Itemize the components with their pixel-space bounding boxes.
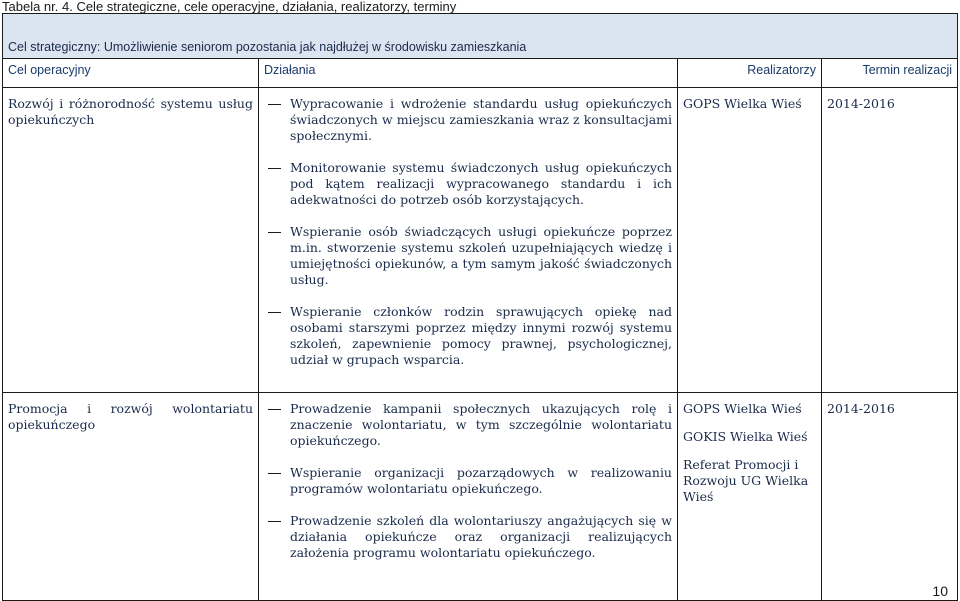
table-row <box>3 88 958 393</box>
header-row <box>3 59 958 88</box>
dash-bullet-icon <box>268 232 281 233</box>
deadline-cell: 2014-2016 <box>822 88 958 393</box>
implementer: GOPS Wielka Wieś <box>683 96 802 111</box>
table-caption: Tabela nr. 4. Cele strategiczne, cele operacyjne, działania, realizatorzy, terminy <box>2 0 457 14</box>
strategic-goal-title-row <box>3 36 958 59</box>
implementer: Referat Promocji i Rozwoju UG Wielka Wieś <box>683 457 809 504</box>
strategic-goal: Cel strategiczny: Umożliwienie seniorom pozostania jak najdłużej w środowisku zamieszkania <box>3 36 958 59</box>
header-implementers: Realizatorzy <box>678 59 822 88</box>
dash-bullet-icon <box>268 168 281 169</box>
action-item: Wypracowanie i wdrożenie standardu usług opiekuńczych świadczonych w miejscu zamieszkania wraz z konsultacjami społecznymi. <box>264 96 672 144</box>
action-item: Wspieranie członków rodzin sprawujących opiekę nad osobami starszymi poprzez między innymi rozwój systemu szkoleń, zapewnienie pomocy prawnej, psychologicznej, udział w grupach wsparcia. <box>264 304 672 368</box>
implementer: GOPS Wielka Wieś <box>683 401 802 416</box>
deadline-cell: 2014-2016 <box>822 393 958 601</box>
implementers-cell <box>678 393 822 601</box>
dash-bullet-icon <box>268 104 281 105</box>
table-row <box>3 393 958 601</box>
header-deadline: Termin realizacji <box>822 59 958 88</box>
dash-bullet-icon <box>268 521 281 522</box>
implementer: GOKIS Wielka Wieś <box>683 429 808 444</box>
goals-table <box>2 13 958 601</box>
page-number: 10 <box>932 583 948 599</box>
actions-cell <box>259 88 678 393</box>
action-item: Wspieranie osób świadczących usługi opiekuńcze poprzez m.in. stworzenie systemu szkoleń uzupełniających wiedzę i umiejętności opiekunów, a tym samym jakość świadczonych usług. <box>264 224 672 288</box>
dash-bullet-icon <box>268 409 281 410</box>
dash-bullet-icon <box>268 473 281 474</box>
header-actions: Działania <box>259 59 678 88</box>
actions-cell <box>259 393 678 601</box>
strategic-goal-row <box>3 14 958 37</box>
action-item: Wspieranie organizacji pozarządowych w realizowaniu programów wolontariatu opiekuńczego. <box>264 465 672 497</box>
action-item: Prowadzenie szkoleń dla wolontariuszy angażujących się w działania opiekuńcze oraz organizacji realizujących założenia programu wolontariatu opiekuńczego. <box>264 513 672 561</box>
header-operational: Cel operacyjny <box>3 59 259 88</box>
operational-goal: Promocja i rozwój wolontariatu opiekuńczego <box>3 393 259 601</box>
dash-bullet-icon <box>268 312 281 313</box>
operational-goal: Rozwój i różnorodność systemu usług opiekuńczych <box>3 88 259 393</box>
implementers-cell <box>678 88 822 393</box>
action-item: Monitorowanie systemu świadczonych usług opiekuńczych pod kątem realizacji wypracowanego standardu i ich adekwatności do potrzeb osób korzystających. <box>264 160 672 208</box>
action-item: Prowadzenie kampanii społecznych ukazujących rolę i znaczenie wolontariatu, w tym szczególnie wolontariatu opiekuńczego. <box>264 401 672 449</box>
